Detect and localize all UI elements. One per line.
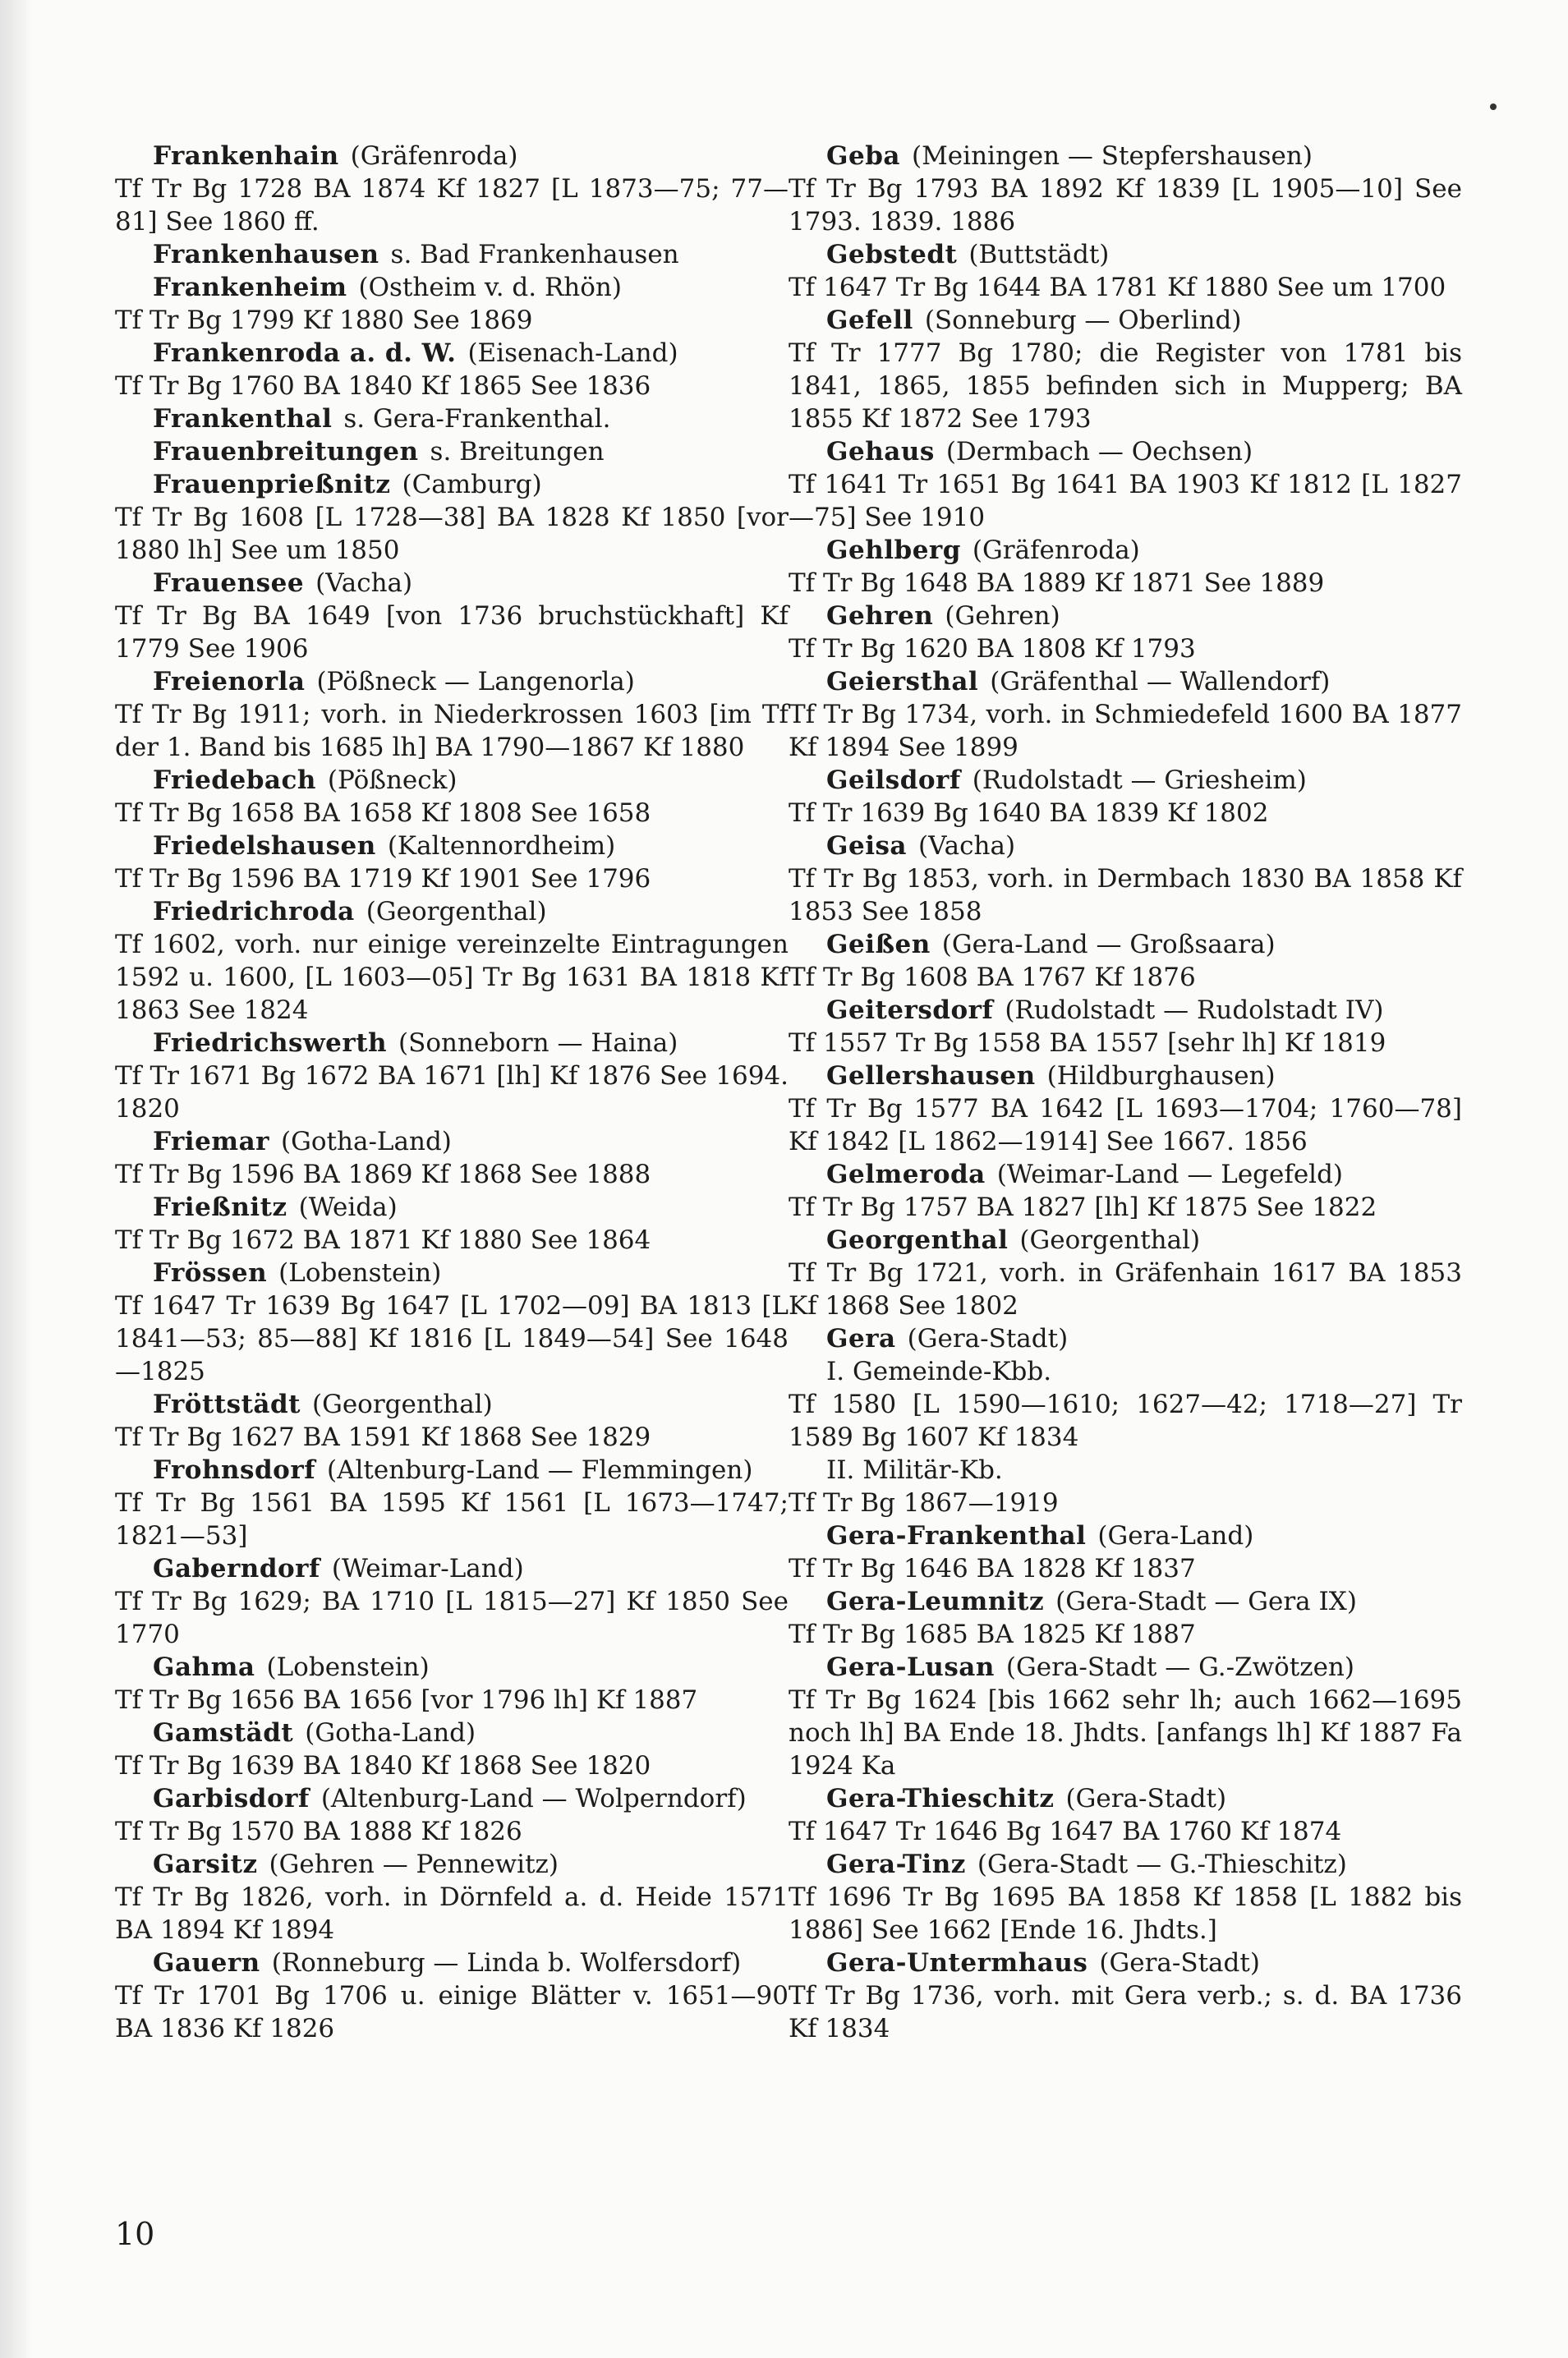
register-entry xyxy=(115,895,789,1027)
record-details: Tf Tr Bg 1736, vorh. mit Gera verb.; s. d. BA 1736 Kf 1834 xyxy=(789,1981,1462,2043)
register-entry xyxy=(789,1059,1462,1158)
record-details: Tf 1580 [L 1590—1610; 1627—42; 1718—27] Tr 1589 Bg 1607 Kf 1834 xyxy=(789,1390,1462,1452)
parish-reference: (Sonneborn — Haina) xyxy=(398,1028,678,1058)
parish-reference: (Gera-Stadt — G.-Zwötzen) xyxy=(1005,1652,1354,1682)
register-entry xyxy=(115,1848,789,1947)
entry-heading xyxy=(789,238,1462,271)
record-details: Tf Tr Bg 1561 BA 1595 Kf 1561 [L 1673—1747; 1821—53] xyxy=(115,1488,789,1551)
register-entry xyxy=(115,468,789,567)
entry-heading xyxy=(115,1947,789,1979)
place-name: Gelmeroda xyxy=(826,1160,986,1189)
page-number: 10 xyxy=(115,2216,155,2252)
entry-heading xyxy=(115,140,789,172)
place-name: Geiersthal xyxy=(826,667,979,696)
parish-reference: (Vacha) xyxy=(918,831,1016,861)
register-entry xyxy=(115,1947,789,2045)
entry-heading xyxy=(115,1717,789,1749)
record-details: Tf 1647 Tr 1639 Bg 1647 [L 1702—09] BA 1813 [L 1841—53; 85—88] Kf 1816 [L 1849—54] See 1648—1825 xyxy=(115,1291,789,1386)
register-entry xyxy=(115,830,789,895)
record-details: Tf Tr Bg 1757 BA 1827 [lh] Kf 1875 See 1822 xyxy=(789,1193,1377,1222)
left-column xyxy=(115,140,789,2045)
record-details: Tf Tr Bg 1596 BA 1719 Kf 1901 See 1796 xyxy=(115,864,651,894)
record-details: Tf Tr Bg 1853, vorh. in Dermbach 1830 BA 1858 Kf 1853 See 1858 xyxy=(789,864,1462,926)
entry-heading xyxy=(789,1519,1462,1552)
register-entry xyxy=(789,1947,1462,2045)
place-name: Friedelshausen xyxy=(153,831,376,861)
place-name: Frankenroda a. d. W. xyxy=(153,338,457,368)
entry-heading xyxy=(115,1388,789,1421)
entry-heading xyxy=(115,895,789,928)
parish-reference: (Gehren) xyxy=(945,601,1060,631)
register-entry xyxy=(115,1454,789,1552)
entry-heading xyxy=(789,1059,1462,1092)
entry-heading xyxy=(789,1322,1462,1355)
place-name: Gaberndorf xyxy=(153,1554,320,1583)
register-entry xyxy=(115,1257,789,1388)
parish-reference: (Hildburghausen) xyxy=(1046,1061,1276,1091)
parish-reference: (Gräfenroda) xyxy=(972,535,1140,565)
place-name: Gera xyxy=(826,1324,896,1354)
register-entry xyxy=(115,1552,789,1651)
entry-heading xyxy=(115,830,789,862)
record-details: Tf Tr Bg 1624 [bis 1662 sehr lh; auch 1662—1695 noch lh] BA Ende 18. Jhdts. [anfangs lh] Kf 1887 Fa 1924 Ka xyxy=(789,1685,1462,1781)
entry-heading xyxy=(115,402,789,435)
parish-reference: (Pößneck — Langenorla) xyxy=(316,667,635,696)
entry-heading xyxy=(115,1848,789,1881)
place-name: Fröttstädt xyxy=(153,1390,301,1419)
parish-reference: (Gehren — Pennewitz) xyxy=(269,1850,559,1879)
entry-heading xyxy=(789,1947,1462,1979)
register-entry xyxy=(115,665,789,764)
parish-reference: (Gotha-Land) xyxy=(305,1718,476,1748)
register-entry xyxy=(789,304,1462,435)
place-name: Frankenhausen xyxy=(153,240,379,269)
register-entry xyxy=(789,665,1462,764)
entry-heading xyxy=(115,1191,789,1224)
register-entry xyxy=(115,271,789,337)
record-details: Tf Tr 1639 Bg 1640 BA 1839 Kf 1802 xyxy=(789,798,1269,828)
entry-heading xyxy=(789,1651,1462,1684)
parish-reference: (Gräfenthal — Wallendorf) xyxy=(990,667,1331,696)
place-name: Gera-Lusan xyxy=(826,1652,995,1682)
place-name: Gera-Tinz xyxy=(826,1850,966,1879)
parish-reference: (Gera-Land — Großsaara) xyxy=(941,930,1276,959)
register-entry xyxy=(115,764,789,830)
register-entry xyxy=(115,238,789,271)
register-entry xyxy=(789,1158,1462,1224)
register-entry xyxy=(115,337,789,402)
register-entry xyxy=(789,1782,1462,1848)
register-entry xyxy=(115,435,789,468)
place-name: Geitersdorf xyxy=(826,995,994,1025)
entry-heading xyxy=(789,764,1462,797)
record-details: Tf Tr Bg 1672 BA 1871 Kf 1880 See 1864 xyxy=(115,1225,651,1255)
place-name: Gehlberg xyxy=(826,535,961,565)
place-name: Gauern xyxy=(153,1948,260,1978)
register-entry xyxy=(115,402,789,435)
record-details: Tf Tr Bg 1799 Kf 1880 See 1869 xyxy=(115,306,533,335)
place-name: Gefell xyxy=(826,306,913,335)
register-entry xyxy=(115,1651,789,1717)
parish-reference: (Vacha) xyxy=(315,568,413,598)
place-name: Geißen xyxy=(826,930,931,959)
parish-reference: s. Bad Frankenhausen xyxy=(390,240,679,269)
entry-heading xyxy=(789,435,1462,468)
entry-heading xyxy=(115,665,789,698)
record-details: Tf Tr 1671 Bg 1672 BA 1671 [lh] Kf 1876 See 1694. 1820 xyxy=(115,1061,789,1124)
entry-subheading: II. Militär-Kb. xyxy=(826,1455,1003,1485)
register-entry xyxy=(789,830,1462,928)
place-name: Gera-Frankenthal xyxy=(826,1521,1087,1551)
register-entry xyxy=(789,1388,1462,1454)
entry-heading xyxy=(789,665,1462,698)
entry-heading xyxy=(115,468,789,501)
register-entry xyxy=(789,764,1462,830)
register-entry xyxy=(789,600,1462,665)
place-name: Friedrichroda xyxy=(153,897,355,926)
parish-reference: (Georgenthal) xyxy=(1019,1225,1201,1255)
parish-reference: (Sonneburg — Oberlind) xyxy=(924,306,1242,335)
record-details: Tf Tr 1777 Bg 1780; die Register von 1781 bis 1841, 1865, 1855 befinden sich in Mupperg; BA 1855 Kf 1872 See 1793 xyxy=(789,338,1462,434)
register-entry xyxy=(789,238,1462,304)
entry-heading xyxy=(115,1454,789,1487)
parish-reference: (Gräfenroda) xyxy=(350,141,518,171)
entry-heading xyxy=(789,928,1462,961)
entry-heading xyxy=(115,1651,789,1684)
parish-reference: (Weimar-Land) xyxy=(331,1554,524,1583)
entry-heading xyxy=(789,994,1462,1027)
record-details: Tf Tr Bg 1685 BA 1825 Kf 1887 xyxy=(789,1620,1196,1649)
place-name: Frauenbreitungen xyxy=(153,437,419,467)
register-entry xyxy=(115,1717,789,1782)
register-entry xyxy=(789,1519,1462,1585)
record-details: Tf Tr Bg 1793 BA 1892 Kf 1839 [L 1905—10] See 1793. 1839. 1886 xyxy=(789,174,1462,237)
record-details: Tf Tr Bg 1648 BA 1889 Kf 1871 See 1889 xyxy=(789,568,1325,598)
place-name: Frauenprießnitz xyxy=(153,470,391,499)
parish-reference: (Ostheim v. d. Rhön) xyxy=(358,273,622,302)
entry-heading xyxy=(115,1257,789,1289)
place-name: Freienorla xyxy=(153,667,306,696)
entry-heading xyxy=(789,1782,1462,1815)
entry-heading xyxy=(789,1585,1462,1618)
record-details: Tf 1696 Tr Bg 1695 BA 1858 Kf 1858 [L 1882 bis 1886] See 1662 [Ende 16. Jhdts.] xyxy=(789,1882,1462,1945)
parish-reference: (Buttstädt) xyxy=(968,240,1110,269)
place-name: Garsitz xyxy=(153,1850,258,1879)
place-name: Frössen xyxy=(153,1258,268,1288)
record-details: Tf Tr Bg BA 1649 [von 1736 bruchstückhaft] Kf 1779 See 1906 xyxy=(115,601,789,664)
record-details: Tf Tr Bg 1656 BA 1656 [vor 1796 lh] Kf 1887 xyxy=(115,1685,698,1715)
register-entry xyxy=(115,1125,789,1191)
ink-dot xyxy=(1490,103,1497,110)
record-details: Tf 1557 Tr Bg 1558 BA 1557 [sehr lh] Kf 1819 xyxy=(789,1028,1386,1058)
entry-heading xyxy=(115,271,789,304)
entry-heading xyxy=(115,764,789,797)
entry-heading xyxy=(115,567,789,600)
register-entry xyxy=(789,1585,1462,1651)
register-entry xyxy=(115,140,789,238)
register-entry xyxy=(789,994,1462,1059)
parish-reference: (Lobenstein) xyxy=(278,1258,442,1288)
register-entry xyxy=(115,1782,789,1848)
parish-reference: s. Gera-Frankenthal. xyxy=(343,404,611,434)
entry-heading xyxy=(115,1027,789,1059)
place-name: Gehaus xyxy=(826,437,935,467)
register-entry xyxy=(789,435,1462,534)
register-entry xyxy=(789,1651,1462,1782)
entry-heading xyxy=(115,1552,789,1585)
right-column xyxy=(789,140,1462,2045)
place-name: Gahma xyxy=(153,1652,255,1682)
register-entry xyxy=(789,1322,1462,1388)
record-details: Tf Tr Bg 1629; BA 1710 [L 1815—27] Kf 1850 See 1770 xyxy=(115,1587,789,1649)
record-details: Tf Tr Bg 1867—1919 xyxy=(789,1488,1059,1518)
record-details: Tf 1602, vorh. nur einige vereinzelte Eintragungen 1592 u. 1600, [L 1603—05] Tr Bg 1631 BA 1818 Kf 1863 See 1824 xyxy=(115,930,789,1025)
parish-reference: (Eisenach-Land) xyxy=(467,338,678,368)
entry-heading xyxy=(789,534,1462,567)
parish-reference: (Gera-Stadt) xyxy=(907,1324,1069,1354)
place-name: Gehren xyxy=(826,601,934,631)
parish-reference: (Altenburg-Land — Flemmingen) xyxy=(327,1455,753,1485)
parish-reference: (Kaltennordheim) xyxy=(387,831,616,861)
register-entry xyxy=(789,1224,1462,1322)
place-name: Geisa xyxy=(826,831,908,861)
parish-reference: s. Breitungen xyxy=(430,437,605,467)
record-details: Tf Tr Bg 1721, vorh. in Gräfenhain 1617 BA 1853 Kf 1868 See 1802 xyxy=(789,1258,1462,1321)
parish-reference: (Weimar-Land — Legefeld) xyxy=(996,1160,1344,1189)
parish-reference: (Camburg) xyxy=(402,470,542,499)
parish-reference: (Georgenthal) xyxy=(366,897,547,926)
parish-reference: (Gera-Stadt) xyxy=(1065,1784,1227,1813)
entry-heading xyxy=(789,304,1462,337)
register-entry xyxy=(115,567,789,665)
place-name: Gera-Thieschitz xyxy=(826,1784,1055,1813)
place-name: Frankenthal xyxy=(153,404,333,434)
place-name: Garbisdorf xyxy=(153,1784,310,1813)
parish-reference: (Dermbach — Oechsen) xyxy=(945,437,1253,467)
record-details: Tf Tr Bg 1570 BA 1888 Kf 1826 xyxy=(115,1817,522,1846)
parish-reference: (Ronneburg — Linda b. Wolfersdorf) xyxy=(271,1948,742,1978)
parish-reference: (Altenburg-Land — Wolperndorf) xyxy=(320,1784,747,1813)
parish-reference: (Rudolstadt — Griesheim) xyxy=(972,765,1307,795)
parish-reference: (Gera-Land) xyxy=(1097,1521,1254,1551)
parish-reference: (Meiningen — Stepfershausen) xyxy=(911,141,1313,171)
place-name: Georgenthal xyxy=(826,1225,1009,1255)
register-entry xyxy=(115,1388,789,1454)
record-details: Tf 1641 Tr 1651 Bg 1641 BA 1903 Kf 1812 [L 1827—75] See 1910 xyxy=(789,470,1462,532)
record-details: Tf 1647 Tr Bg 1644 BA 1781 Kf 1880 See um 1700 xyxy=(789,273,1446,302)
parish-reference: (Gera-Stadt — G.-Thieschitz) xyxy=(977,1850,1347,1879)
place-name: Frankenhain xyxy=(153,141,339,171)
entry-heading xyxy=(789,1158,1462,1191)
parish-reference: (Gera-Stadt) xyxy=(1099,1948,1260,1978)
place-name: Friemar xyxy=(153,1127,270,1156)
parish-reference: (Lobenstein) xyxy=(266,1652,430,1682)
place-name: Gamstädt xyxy=(153,1718,294,1748)
entry-heading xyxy=(789,600,1462,632)
record-details: Tf 1647 Tr 1646 Bg 1647 BA 1760 Kf 1874 xyxy=(789,1817,1342,1846)
place-name: Frießnitz xyxy=(153,1193,287,1222)
register-entry xyxy=(789,1848,1462,1947)
register-entry xyxy=(789,1487,1462,1519)
record-details: Tf Tr Bg 1577 BA 1642 [L 1693—1704; 1760—78] Kf 1842 [L 1862—1914] See 1667. 1856 xyxy=(789,1094,1462,1156)
record-details: Tf Tr Bg 1728 BA 1874 Kf 1827 [L 1873—75; 77—81] See 1860 ff. xyxy=(115,174,789,237)
record-details: Tf Tr Bg 1596 BA 1869 Kf 1868 See 1888 xyxy=(115,1160,651,1189)
parish-reference: (Rudolstadt — Rudolstadt IV) xyxy=(1005,995,1384,1025)
place-name: Geba xyxy=(826,141,900,171)
record-details: Tf Tr Bg 1608 BA 1767 Kf 1876 xyxy=(789,963,1196,992)
record-details: Tf Tr Bg 1646 BA 1828 Kf 1837 xyxy=(789,1554,1196,1583)
place-name: Gellershausen xyxy=(826,1061,1036,1091)
record-details: Tf Tr Bg 1826, vorh. in Dörnfeld a. d. Heide 1571 BA 1894 Kf 1894 xyxy=(115,1882,789,1945)
place-name: Friedrichswerth xyxy=(153,1028,388,1058)
register-entry xyxy=(789,928,1462,994)
parish-reference: (Weida) xyxy=(298,1193,398,1222)
parish-reference: (Gotha-Land) xyxy=(281,1127,452,1156)
place-name: Frauensee xyxy=(153,568,305,598)
parish-reference: (Pößneck) xyxy=(327,765,458,795)
entry-subheading: I. Gemeinde-Kbb. xyxy=(826,1357,1052,1386)
record-details: Tf Tr Bg 1627 BA 1591 Kf 1868 See 1829 xyxy=(115,1423,651,1452)
parish-reference: (Georgenthal) xyxy=(311,1390,493,1419)
record-details: Tf Tr Bg 1620 BA 1808 Kf 1793 xyxy=(789,634,1196,664)
entry-heading xyxy=(115,1125,789,1158)
entry-heading xyxy=(115,337,789,370)
entry-heading xyxy=(789,830,1462,862)
record-details: Tf Tr Bg 1734, vorh. in Schmiedefeld 1600 BA 1877 Kf 1894 See 1899 xyxy=(789,700,1462,762)
register-entry xyxy=(115,1027,789,1125)
place-name: Gera-Leumnitz xyxy=(826,1587,1045,1616)
register-entry xyxy=(115,1191,789,1257)
record-details: Tf Tr Bg 1658 BA 1658 Kf 1808 See 1658 xyxy=(115,798,651,828)
entry-heading xyxy=(789,140,1462,172)
entry-heading xyxy=(115,238,789,271)
register-entry xyxy=(789,140,1462,238)
place-name: Frankenheim xyxy=(153,273,347,302)
record-details: Tf Tr Bg 1639 BA 1840 Kf 1868 See 1820 xyxy=(115,1751,651,1781)
entry-heading xyxy=(115,435,789,468)
place-name: Gebstedt xyxy=(826,240,958,269)
record-details: Tf Tr 1701 Bg 1706 u. einige Blätter v. 1651—90 BA 1836 Kf 1826 xyxy=(115,1981,789,2043)
place-name: Frohnsdorf xyxy=(153,1455,316,1485)
record-details: Tf Tr Bg 1760 BA 1840 Kf 1865 See 1836 xyxy=(115,371,651,401)
register-entry xyxy=(789,534,1462,600)
entry-heading xyxy=(789,1224,1462,1257)
entry-heading xyxy=(115,1782,789,1815)
record-details: Tf Tr Bg 1911; vorh. in Niederkrossen 1603 [im Tf der 1. Band bis 1685 lh] BA 1790—1867 Kf 1880 xyxy=(115,700,789,762)
parish-reference: (Gera-Stadt — Gera IX) xyxy=(1055,1587,1357,1616)
record-details: Tf Tr Bg 1608 [L 1728—38] BA 1828 Kf 1850 [vor 1880 lh] See um 1850 xyxy=(115,503,789,565)
entry-heading xyxy=(789,1848,1462,1881)
place-name: Gera-Untermhaus xyxy=(826,1948,1088,1978)
place-name: Friedebach xyxy=(153,765,316,795)
register-entry xyxy=(789,1454,1462,1487)
place-name: Geilsdorf xyxy=(826,765,961,795)
